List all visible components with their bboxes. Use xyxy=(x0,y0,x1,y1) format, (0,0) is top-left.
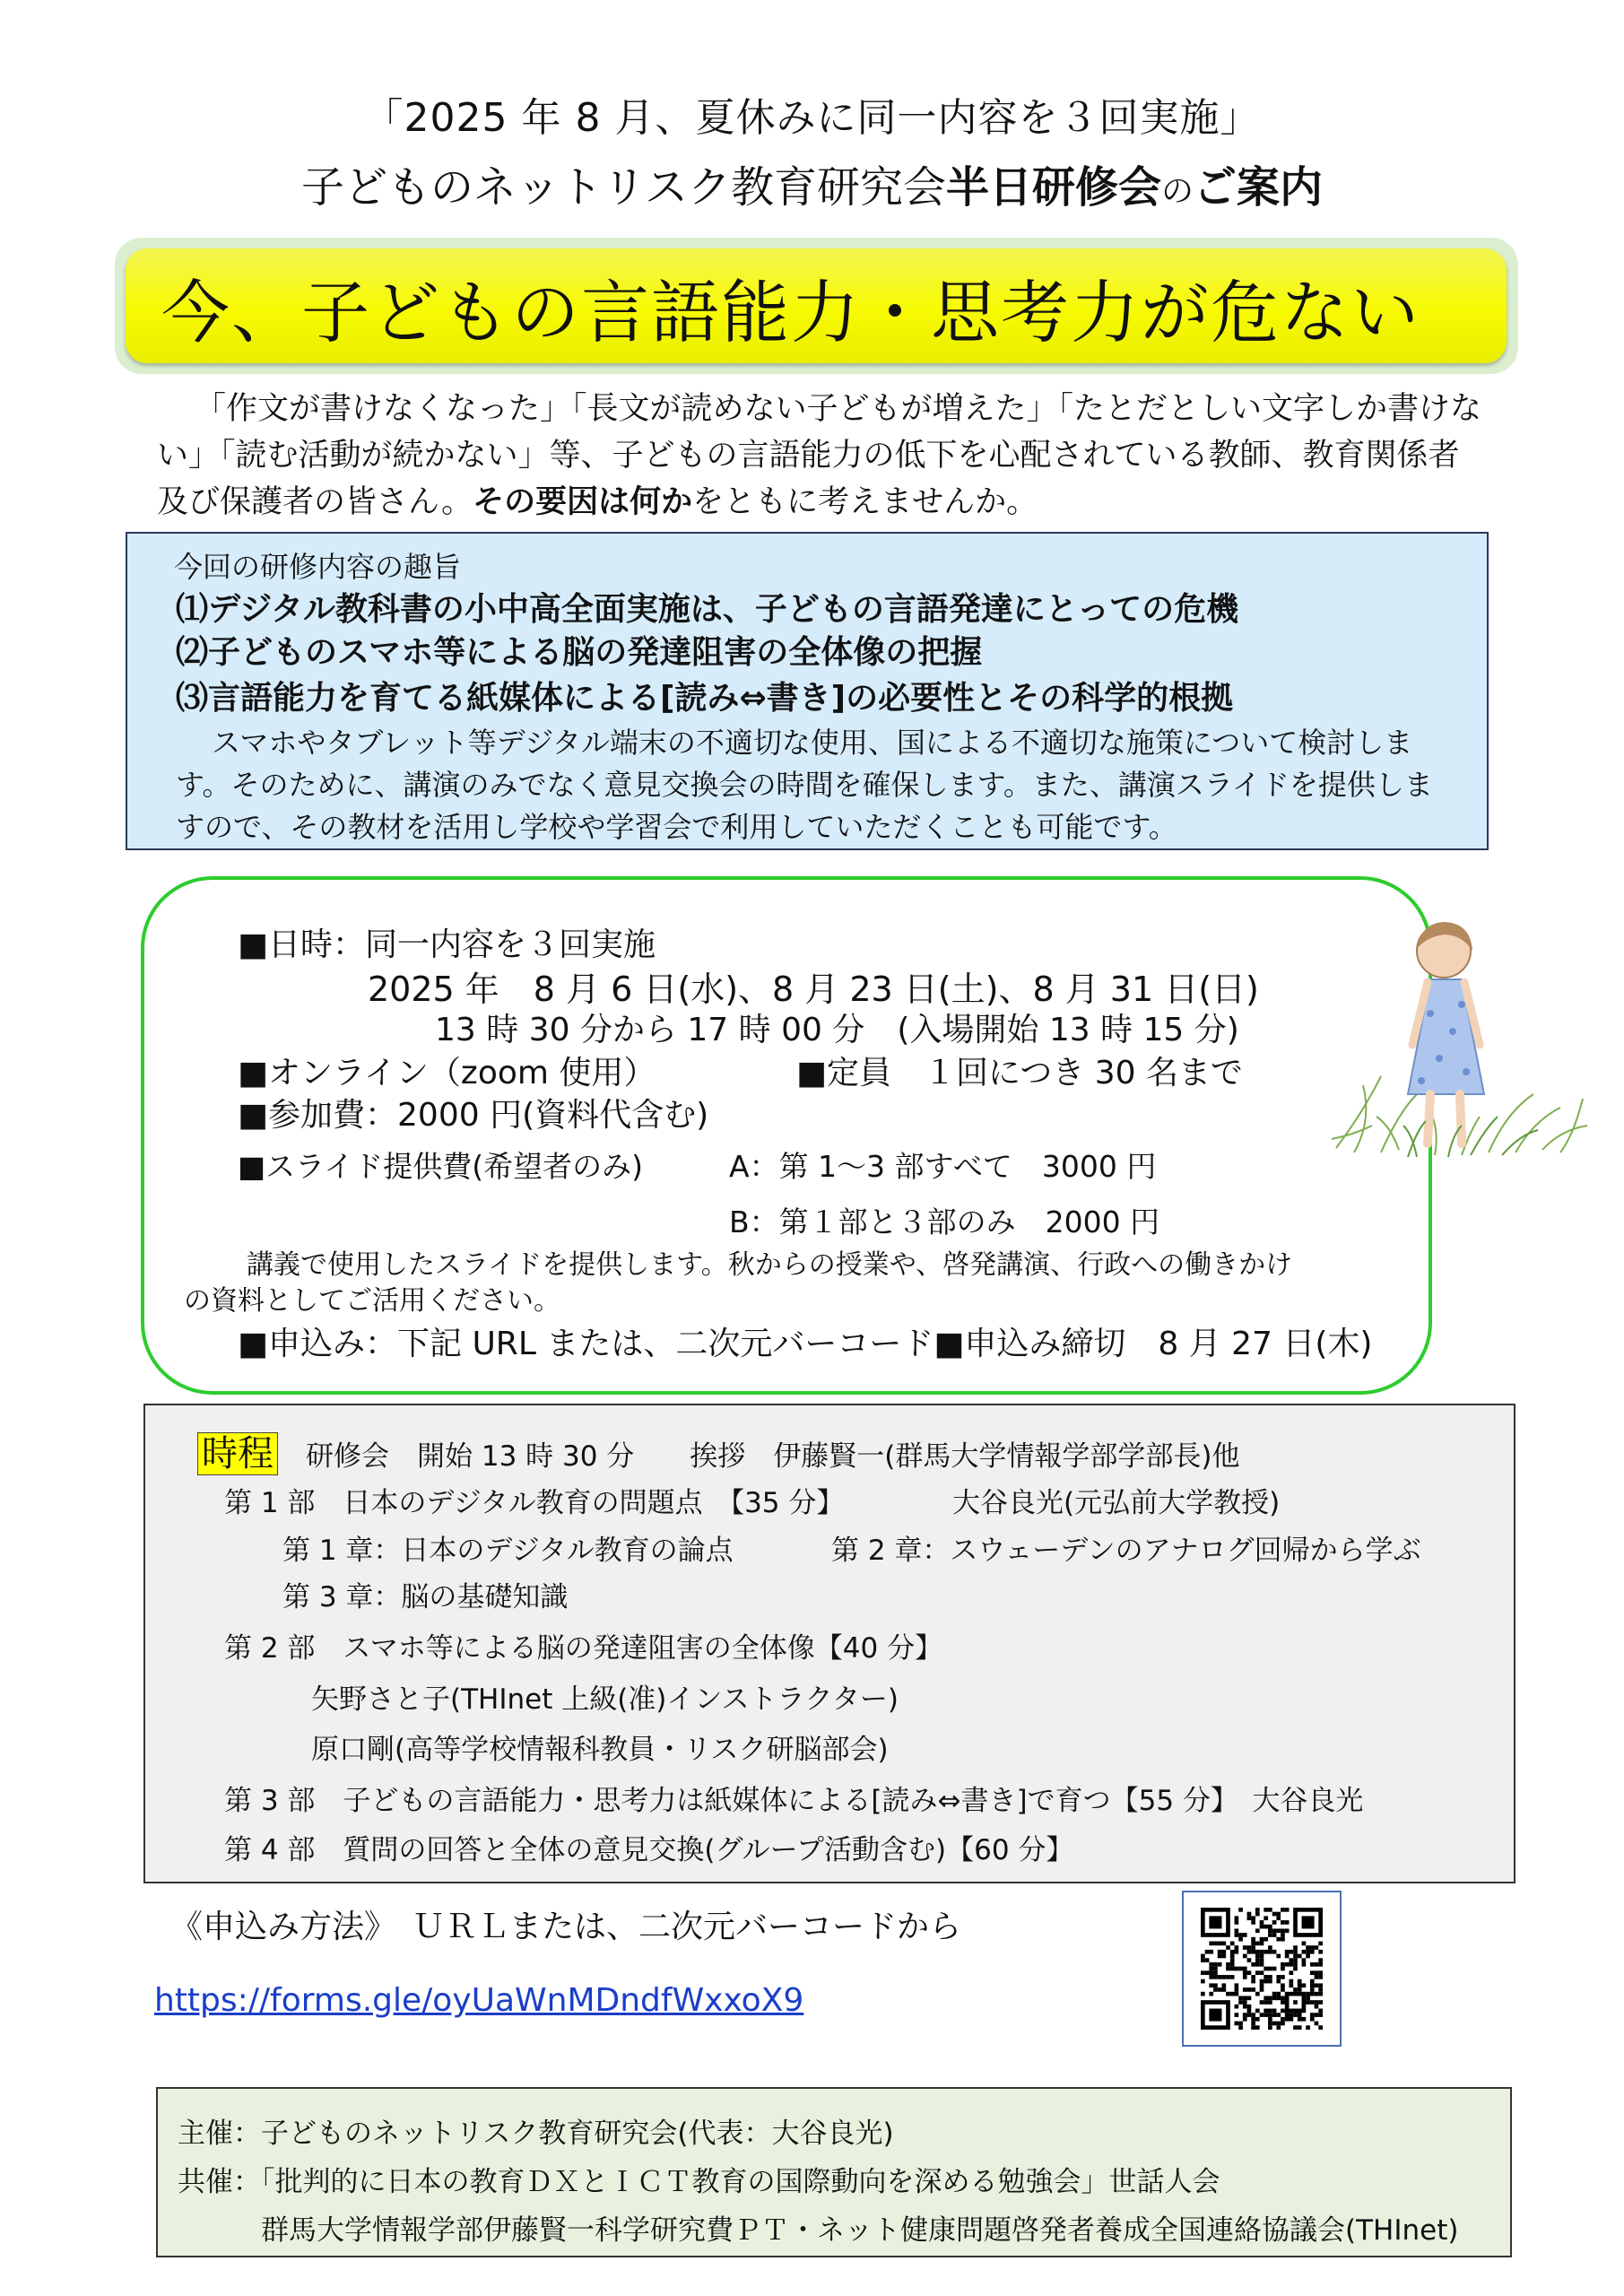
cohost-text-2: 群馬大学情報学部伊藤賢一科学研究費ＰＴ・ネット健康問題啓発者養成全国連絡協議会(THInet) xyxy=(261,2214,1459,2247)
slide-fee-a: A：第 1～3 部すべて 3000 円 xyxy=(729,1149,1157,1184)
slide-fee-label: ■スライド提供費(希望者のみ) xyxy=(238,1149,643,1184)
apply-url-link[interactable]: https://forms.gle/oyUaWnMDndfWxxoX9 xyxy=(154,1982,804,2019)
capacity-info: ■定員 １回につき 30 名まで xyxy=(796,1055,1243,1091)
intro-paragraph xyxy=(157,386,1484,526)
schedule-part2: 第 2 部 スマホ等による脳の発達阻害の全体像【40 分】 xyxy=(224,1632,943,1665)
header-guide: ご案内 xyxy=(1194,162,1324,213)
schedule-header-row xyxy=(197,1425,1240,1476)
event-dates: 2025 年 8 月 6 日(水)、8 月 23 日(土)、8 月 31 日(日) xyxy=(368,970,1259,1009)
online-info: ■オンライン（zoom 使用） xyxy=(238,1055,656,1091)
slide-fee-b: B：第１部と３部のみ 2000 円 xyxy=(729,1205,1160,1239)
purpose-description: スマホやタブレット等デジタル端末の不適切な使用、国による不適切な施策について検討します。そのために、講演のみでなく意見交換会の時間を確保します。また、講演スライドを提供しますので、その教材を活用し学校や学習会で利用していただくことも可能です。 xyxy=(176,726,1433,844)
schedule-part1-speaker: 大谷良光(元弘前大学教授) xyxy=(952,1487,1281,1519)
intro-tail: をともに考えませんか。 xyxy=(692,484,1038,520)
schedule-part2-speaker1: 矢野さと子(THInet 上級(准)インストラクター) xyxy=(311,1683,899,1716)
slide-note-2: の資料としてご活用ください。 xyxy=(184,1285,560,1317)
banner-title: 今、子どもの言語能力・思考力が危ない xyxy=(161,273,1420,352)
date-label: ■日時：同一内容を３回実施 xyxy=(238,926,656,963)
qr-code-frame[interactable] xyxy=(1182,1891,1342,2047)
schedule-part2-speaker2: 原口剛(高等学校情報科教員・リスク研脳部会) xyxy=(311,1734,889,1766)
child-illustration xyxy=(1327,915,1596,1184)
schedule-part1: 第 1 部 日本のデジタル教育の問題点 【35 分】 xyxy=(224,1487,845,1519)
cohost-text-1: 共催：「批判的に日本の教育ＤＸとＩＣＴ教育の国際動向を深める勉強会」世話人会 xyxy=(178,2166,1220,2198)
fee-info: ■参加費：2000 円(資料代含む) xyxy=(238,1097,709,1134)
purpose-point-2: ⑵子どものスマホ等による脳の発達阻害の全体像の把握 xyxy=(176,634,983,671)
header-line1: 「2025 年 8 月、夏休みに同一内容を３回実施」 xyxy=(363,95,1261,141)
header-event: 半日研修会 xyxy=(946,162,1162,213)
schedule-part4: 第 4 部 質問の回答と全体の意見交換(グループ活動含む)【60 分】 xyxy=(224,1834,1074,1866)
schedule-box xyxy=(143,1404,1515,1883)
apply-info: ■申込み：下記 URL または、二次元バーコード■申込み締切 8 月 27 日(木) xyxy=(238,1326,1373,1362)
header-particle: の xyxy=(1161,173,1194,210)
intro-bold: その要因は何か xyxy=(473,484,693,520)
schedule-chapter2: 第 2 章：スウェーデンのアナログ回帰から学ぶ xyxy=(831,1535,1421,1567)
header-org: 子どものネットリスク教育研究会 xyxy=(300,162,946,213)
schedule-label: 時程 xyxy=(197,1432,278,1475)
host-text: 主催：子どものネットリスク教育研究会(代表：大谷良光) xyxy=(178,2118,894,2150)
organizer-box xyxy=(156,2087,1512,2257)
apply-method: 《申込み方法》 ＵＲＬまたは、二次元バーコードから xyxy=(170,1909,962,1945)
schedule-part3: 第 3 部 子どもの言語能力・思考力は紙媒体による[読み⇔書き]で育つ【55 分】 大谷良光 xyxy=(224,1785,1364,1817)
slide-note-1: 講義で使用したスライドを提供します。秋からの授業や、啓発講演、行政への働きかけ xyxy=(247,1249,1293,1281)
qr-code-icon[interactable] xyxy=(1201,1908,1323,2030)
event-time: 13 時 30 分から 17 時 00 分 (入場開始 13 時 15 分) xyxy=(435,1012,1239,1048)
purpose-box xyxy=(126,532,1489,850)
header-line2 xyxy=(0,152,1624,214)
purpose-point-3: ⑶言語能力を育てる紙媒体による[読み⇔書き]の必要性とその科学的根拠 xyxy=(176,680,1234,717)
schedule-opening: 研修会 開始 13 時 30 分 挨拶 伊藤賢一(群馬大学情報学部学部長)他 xyxy=(306,1440,1240,1473)
schedule-chapter1: 第 1 章：日本のデジタル教育の論点 xyxy=(282,1535,734,1567)
schedule-chapter3: 第 3 章：脳の基礎知識 xyxy=(282,1581,569,1613)
purpose-point-1: ⑴デジタル教科書の小中高全面実施は、子どもの言語発達にとっての危機 xyxy=(176,591,1239,628)
purpose-title: 今回の研修内容の趣旨 xyxy=(174,550,462,584)
intro-text: 「作文が書けなくなった」「長文が読めない子どもが増えた」「たとだとしい文字しか書けない」「読む活動が続かない」等、子どもの言語能力の低下を心配されている教師、教育関係者及び保護者の皆さん。 xyxy=(157,391,1482,520)
